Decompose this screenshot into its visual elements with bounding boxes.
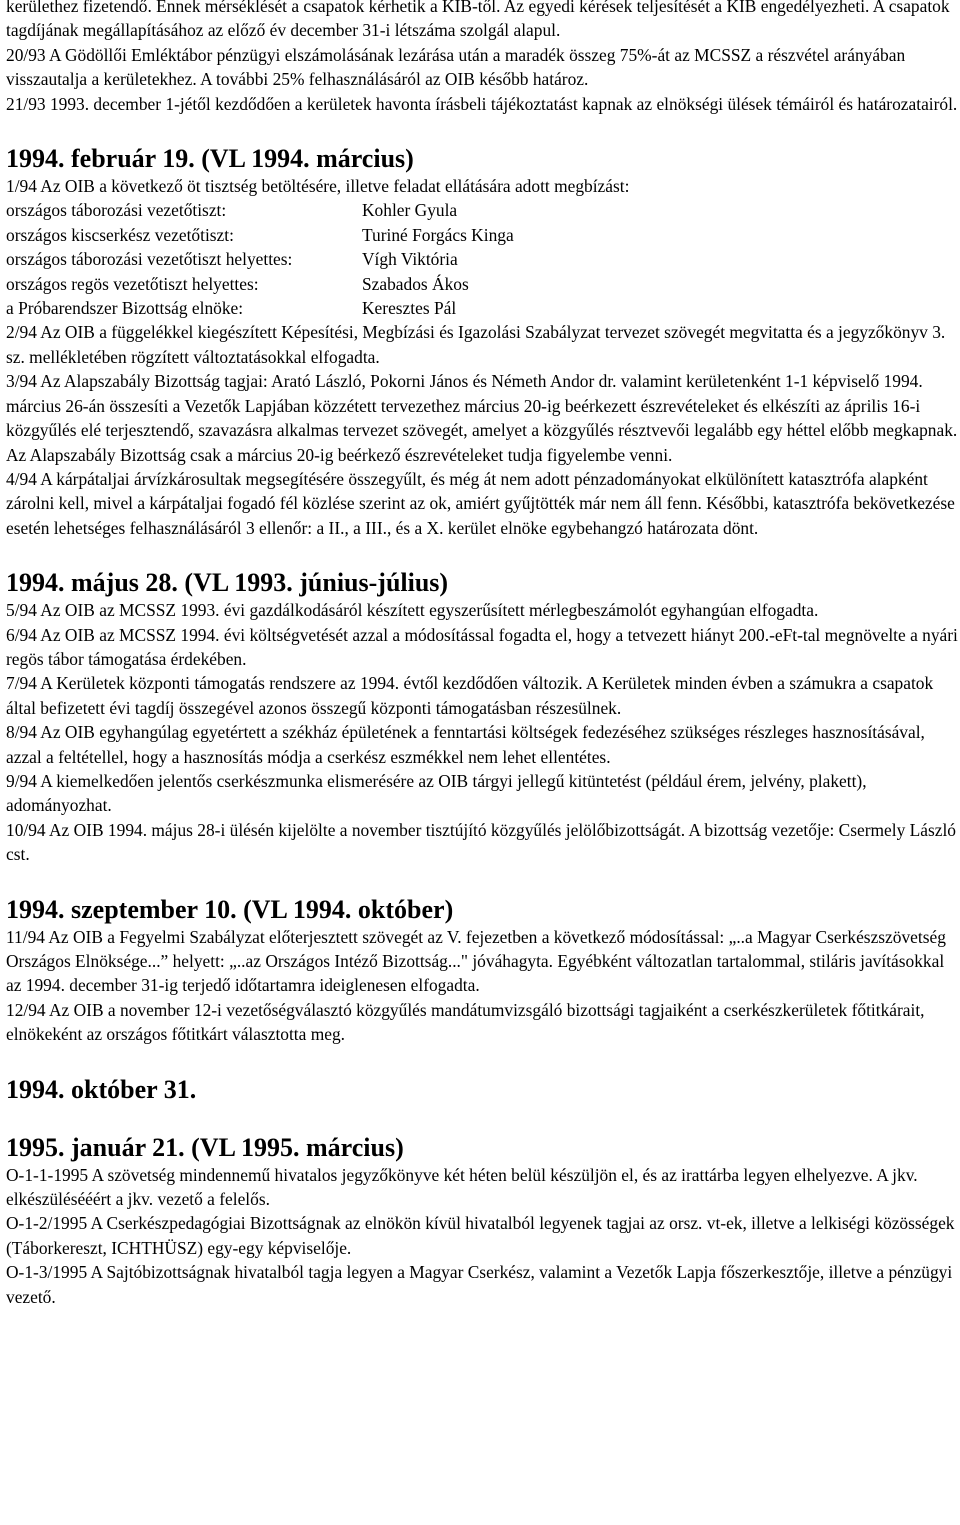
appointment-row xyxy=(6,247,958,271)
resolution-3-94: 3/94 Az Alapszabály Bizottság tagjai: Arató László, Pokorni János és Németh Andor dr. valamint kerületenként 1-1 képviselő 1994. március 26-án összesíti a Vezetők Lapjában közzétett tervezethez március 20-ig beérkezett észrevételeket és elkészíti az április 16-i közgyűlés elé terjesztendő, szavazásra alkalmas tervezet szövegét, amelyet a közgyűlés résztvevői legalább egy héttel előbb megkapnak. Az Alapszabály Bizottság csak a március 20-ig beérkező észrevételeket tudja figyelembe venni. xyxy=(6,371,958,465)
heading-vl: (VL 1993. június-július) xyxy=(184,568,449,598)
appointment-person: Kohler Gyula xyxy=(362,200,458,221)
section-heading xyxy=(6,895,958,925)
appointment-title: országos táborozási vezetőtiszt: xyxy=(6,200,227,221)
heading-date: 1994. május 28. xyxy=(6,568,178,598)
resolution-12-94: 12/94 Az OIB a november 12-i vezetőségválasztó közgyűlés mandátumvizsgáló bizottsági tagjaiként a cserkészkerületek főtitkárait, elnökeként az országos főtitkárt választotta meg. xyxy=(6,999,925,1045)
resolution-8-94: 8/94 Az OIB egyhangúlag egyetértett a székház épületének a fenntartási költségek fedezéséhez szükséges részleges hasznosításával, azzal a feltétellel, hogy a hasznosítás módja a cserkész eszmékkel nem lehet ellentétes. xyxy=(6,722,925,767)
resolution-10-94: 10/94 Az OIB 1994. május 28-i ülésén kijelölte a november tisztújító közgyűlés jelölőbizottságát. A bizottság vezetője: Csermely László cst. xyxy=(6,819,957,865)
resolution-o-1-3-1995: O-1-3/1995 A Sajtóbizottságnak hivatalból tagja legyen a Magyar Cserkész, valamint a Vezetők Lapja főszerkesztője, illetve a pénzügyi vezető. xyxy=(6,1262,953,1307)
appointment-title: országos táborozási vezetőtiszt helyettes: xyxy=(6,249,293,270)
resolution-o-1-2-1995: O-1-2/1995 A Cserkészpedagógiai Bizottságnak az elnökön kívül hivatalból legyenek tagjai az orsz. vt-ek, illetve a lelkiségi közösségek (Táborkereszt, ICHTHÜSZ) egy-egy képviselője. xyxy=(6,1213,955,1258)
heading-date: 1994. február 19. xyxy=(6,144,195,174)
resolution-20-93: 20/93 A Gödöllői Emléktábor pénzügyi elszámolásának lezárása után a maradék összeg 75%-át az MCSSZ a részvétel arányában visszautalja a kerületekhez. A további 25% felhasználásáról az OIB később határoz. xyxy=(6,44,906,90)
resolution-4-94: 4/94 A kárpátaljai árvízkárosultak megsegítésére összegyűlt, és még át nem adott pénzadományokat elkülönített katasztrófa alapként zárolni kell, mivel a kárpátaljai fogadó fél közlése szerint az ok, amiért gyűjtötték már nem áll fenn. Későbbi, katasztrófa bekövetkezése esetén lehetséges felhasználásáról 3 ellenőr: a II., a III., és a X. kerület elnöke egybehangzó határozata dönt. xyxy=(6,468,955,538)
appointment-person: Keresztes Pál xyxy=(362,298,457,319)
heading-date: 1994. október 31. xyxy=(6,1074,197,1104)
resolution-5-94: 5/94 Az OIB az MCSSZ 1993. évi gazdálkodásáról készített egyszerűsített mérlegbeszámolót egyhangúan elfogadta. xyxy=(6,600,819,621)
appointments-list xyxy=(6,198,958,320)
resolution-11-94: 11/94 Az OIB a Fegyelmi Szabályzat előterjesztett szövegét az V. fejezetben a következő módosítással: „..a Magyar Cserkészszövetség Országos Elnöksége...” helyett: „..az Országos Intéző Bizottság..." jóváhagyta. Egyébként változatlan tartalommal, stiláris javításokkal az 1994. december 31-ig terjedő időtartamra ideiglenesen elfogadta. xyxy=(6,926,946,996)
appointment-row xyxy=(6,198,958,222)
section-heading xyxy=(6,1133,958,1163)
intro-paragraph-1: kerülethez fizetendő. Ennek mérséklését a csapatok kérhetik a KIB-től. Az egyedi kérések teljesítését a KIB engedélyezheti. A csapatok tagdíjának megállapításához az előző év december 31-i létszáma szolgál alapul. xyxy=(6,0,950,41)
resolution-2-94: 2/94 Az OIB a függelékkel kiegészített Képesítési, Megbízási és Igazolási Szabályzat tervezet szövegét megvitatta és a jegyzőkönyv 3. sz. mellékletében rögzített változtatásokkal elfogadta. xyxy=(6,322,946,367)
appointment-row xyxy=(6,272,958,296)
resolution-7-94: 7/94 A Kerületek központi támogatás rendszere az 1994. évtől kezdődően változik. A Kerületek minden évben a számukra a csapatok által befizetett évi tagdíj összegével azonos összegű központi támogatásban részesülnek. xyxy=(6,673,934,718)
heading-vl: (VL 1995. március) xyxy=(191,1132,404,1162)
section-heading xyxy=(6,1075,958,1105)
appointment-row xyxy=(6,296,958,320)
section-heading xyxy=(6,144,958,174)
resolution-21-93: 21/93 1993. december 1-jétől kezdődően a kerületek havonta írásbeli tájékoztatást kapnak az elnökségi ülések témáiról és határozatairól. xyxy=(6,93,958,114)
section-heading xyxy=(6,568,958,598)
section-1994-may xyxy=(6,568,958,866)
section-1994-sep xyxy=(6,895,958,1047)
resolution-o-1-1-1995: O-1-1-1995 A szövetség mindennemű hivatalos jegyzőkönyve két héten belül készüljön el, és az irattárba legyen elhelyezve. A jkv. elkészülésééért a jkv. vezető a felelős. xyxy=(6,1164,918,1210)
appointment-row xyxy=(6,223,958,247)
appointment-title: országos regös vezetőtiszt helyettes: xyxy=(6,273,259,294)
appointment-title: a Próbarendszer Bizottság elnöke: xyxy=(6,298,244,319)
resolution-1-94: 1/94 Az OIB a következő öt tisztség betöltésére, illetve feladat ellátására adott megbízást: xyxy=(6,176,630,197)
section-1994-oct xyxy=(6,1075,958,1105)
heading-date: 1995. január 21. xyxy=(6,1132,185,1162)
intro-block xyxy=(6,0,958,116)
resolution-6-94: 6/94 Az OIB az MCSSZ 1994. évi költségvetését azzal a módosítással fogadta el, hogy a tetvezett hiányt 200.-eFt-tal megnövelte a nyári regös tábor támogatása érdekében. xyxy=(6,624,958,669)
section-1994-feb xyxy=(6,144,958,540)
appointment-person: Turiné Forgács Kinga xyxy=(362,224,514,245)
appointment-title: országos kiscserkész vezetőtiszt: xyxy=(6,224,234,245)
heading-vl: (VL 1994. március) xyxy=(201,144,414,174)
heading-vl: (VL 1994. október) xyxy=(243,894,454,924)
appointment-person: Vígh Viktória xyxy=(362,249,458,270)
section-1995-jan xyxy=(6,1133,958,1309)
appointment-person: Szabados Ákos xyxy=(362,273,469,294)
heading-date: 1994. szeptember 10. xyxy=(6,894,237,924)
resolution-9-94: 9/94 A kiemelkedően jelentős cserkészmunka elismerésére az OIB tárgyi jellegű kitüntetést (például érem, jelvény, plakett), adományozhat. xyxy=(6,770,867,816)
